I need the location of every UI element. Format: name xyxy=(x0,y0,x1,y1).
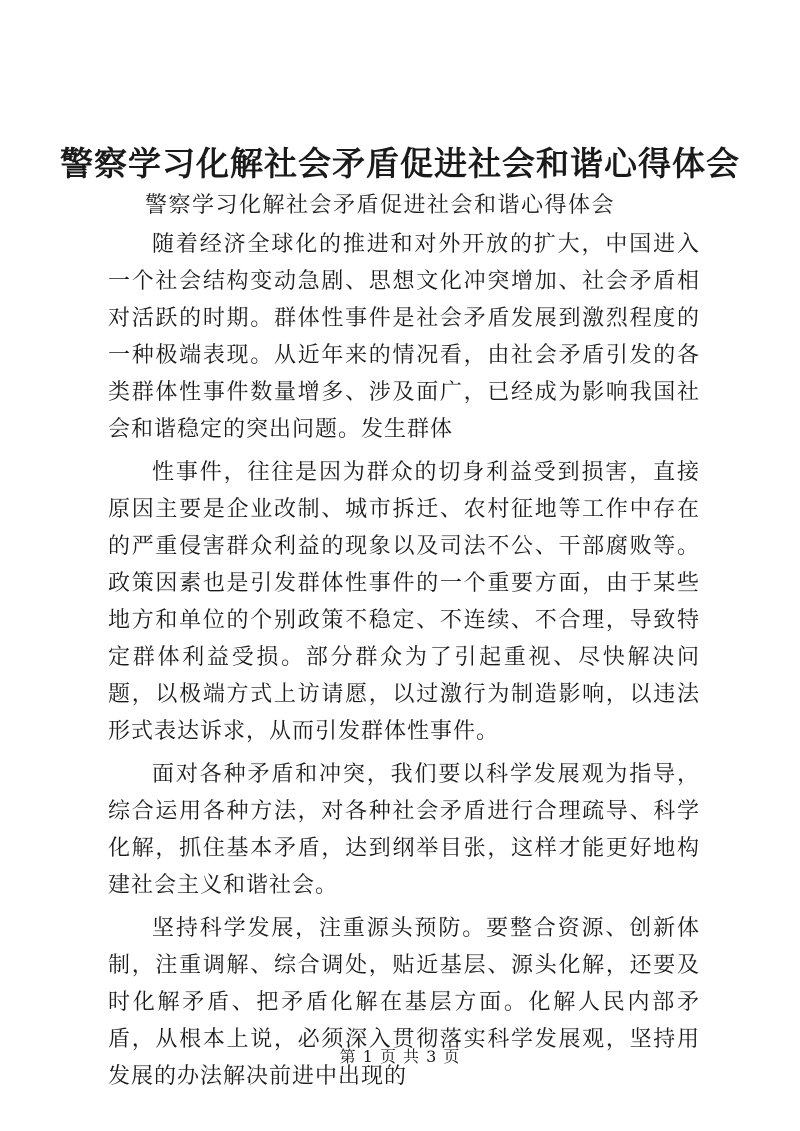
paragraph-1: 随着经济全球化的推进和对外开放的扩大，中国进入一个社会结构变动急剧、思想文化冲突增加、社会矛盾相对活跃的时期。群体性事件是社会矛盾发展到激烈程度的一种极端表现。从近年来的情况看，由社会矛盾引发的各类群体性事件数量增多、涉及面广，已经成为影响我国社会和谐稳定的突出问题。发生群体 xyxy=(108,232,700,442)
document-body xyxy=(108,226,700,1101)
document-subtitle: 警察学习化解社会矛盾促进社会和谐心得体会 xyxy=(145,193,616,218)
paragraph-2: 性事件，往往是因为群众的切身利益受到损害，直接原因主要是企业改制、城市拆迁、农村征地等工作中存在的严重侵害群众利益的现象以及司法不公、干部腐败等。政策因素也是引发群体性事件的一个重要方面，由于某些地方和单位的个别政策不稳定、不连续、不合理，导致特定群体利益受损。部分群众为了引起重视、尽快解决问题，以极端方式上访请愿，以过激行为制造影响，以违法形式表达诉求，从而引发群体性事件。 xyxy=(108,460,700,744)
paragraph-3: 面对各种矛盾和冲突，我们要以科学发展观为指导，综合运用各种方法，对各种社会矛盾进行合理疏导、科学化解，抓住基本矛盾，达到纲举目张，这样才能更好地构建社会主义和谐社会。 xyxy=(108,762,700,898)
paragraph-4: 坚持科学发展，注重源头预防。要整合资源、创新体制，注重调解、综合调处，贴近基层、源头化解，还要及时化解矛盾、把矛盾化解在基层方面。化解人民内部矛盾，从根本上说，必须深入贯彻落实科学发展观，坚持用发展的办法解决前进中出现的 xyxy=(108,916,700,1089)
document-title: 警察学习化解社会矛盾促进社会和谐心得体会 xyxy=(60,144,740,183)
page-number-footer: 第 1 页 共 3 页 xyxy=(339,1047,461,1066)
